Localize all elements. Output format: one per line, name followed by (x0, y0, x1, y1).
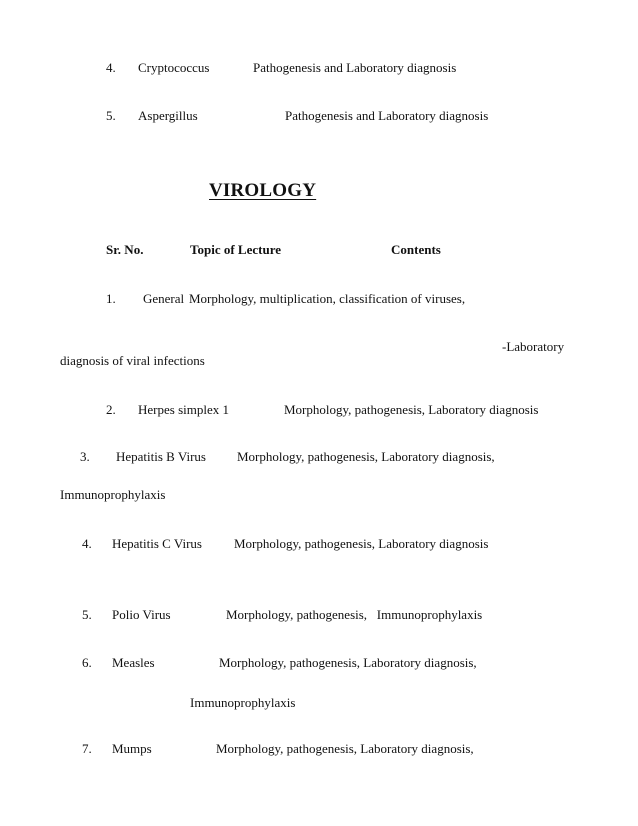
row-contents-continuation: -Laboratory (502, 339, 565, 354)
row-contents: Morphology, pathogenesis, Immunoprophylaxis (226, 607, 483, 622)
header-topic: Topic of Lecture (190, 242, 281, 257)
row-contents-continuation: Immunoprophylaxis (190, 695, 296, 710)
row-topic: Polio Virus (112, 607, 171, 622)
row-topic: Herpes simplex 1 (138, 402, 229, 417)
row-topic: Measles (112, 655, 155, 670)
header-sr-no: Sr. No. (106, 242, 144, 257)
section-heading: VIROLOGY (209, 180, 317, 201)
row-topic: Cryptococcus (138, 60, 210, 75)
row-contents: Morphology, pathogenesis, Laboratory diagnosis (234, 536, 489, 551)
row-number: 5. (106, 108, 116, 123)
row-contents: Morphology, pathogenesis, Laboratory diagnosis, (237, 449, 495, 464)
row-contents: Morphology, multiplication, classification of viruses, (189, 291, 466, 306)
row-contents: Morphology, pathogenesis, Laboratory diagnosis, (219, 655, 477, 670)
row-number: 6. (82, 655, 92, 670)
row-contents-continuation: diagnosis of viral infections (60, 353, 205, 368)
row-number: 4. (82, 536, 92, 551)
row-topic: Hepatitis C Virus (112, 536, 202, 551)
row-topic: Hepatitis B Virus (116, 449, 206, 464)
header-contents: Contents (391, 242, 441, 257)
row-number: 2. (106, 402, 116, 417)
row-number: 1. (106, 291, 116, 306)
row-contents: Pathogenesis and Laboratory diagnosis (253, 60, 457, 75)
row-number: 5. (82, 607, 92, 622)
row-topic: Aspergillus (138, 108, 198, 123)
row-contents-continuation: Immunoprophylaxis (60, 487, 166, 502)
row-contents: Morphology, pathogenesis, Laboratory diagnosis, (216, 741, 474, 756)
row-contents: Morphology, pathogenesis, Laboratory diagnosis (284, 402, 539, 417)
row-topic: Mumps (112, 741, 152, 756)
row-number: 4. (106, 60, 116, 75)
row-topic: General (143, 291, 185, 306)
row-contents: Pathogenesis and Laboratory diagnosis (285, 108, 489, 123)
row-number: 3. (80, 449, 90, 464)
row-number: 7. (82, 741, 92, 756)
